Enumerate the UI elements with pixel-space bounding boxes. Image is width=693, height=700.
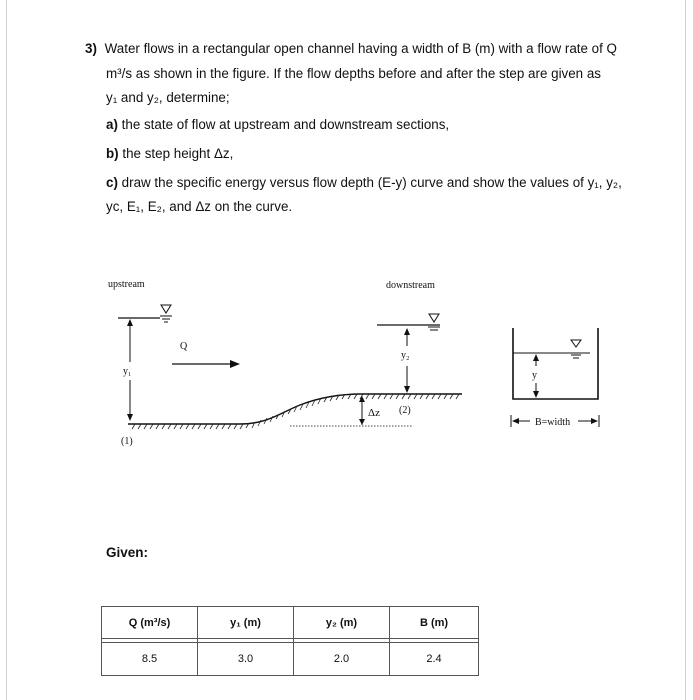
problem-text-line-1: Water flows in a rectangular open channel having a width of B (m) with a flow rate of Q: [104, 41, 617, 56]
value-y1: 3.0: [198, 643, 294, 676]
given-table-value-row: [102, 643, 479, 676]
header-y2: y₂ (m): [294, 607, 390, 639]
step-height-dimension: [359, 396, 365, 425]
cross-section-water-level-icon: [571, 340, 581, 358]
flow-arrow-icon: [172, 360, 240, 368]
problem-line-3: y₁ and y₂, determine;: [106, 90, 230, 105]
y-label: y: [532, 370, 537, 381]
channel-cross-section: [513, 328, 598, 399]
downstream-label: downstream: [386, 280, 435, 291]
flow-q-label: Q: [180, 341, 188, 352]
part-b-text: the step height Δz,: [122, 146, 234, 161]
given-table: [101, 606, 479, 676]
value-q: 8.5: [102, 643, 198, 676]
problem-text-line-2: as shown in the figure. If the flow depths before and after the step are given as: [132, 66, 601, 81]
y1-label: y₁: [123, 366, 132, 377]
given-table-header-row: [102, 607, 479, 639]
width-label: B=width: [535, 417, 571, 428]
upstream-water-level-icon: [160, 305, 172, 322]
header-b: B (m): [390, 607, 479, 639]
part-c-text-2: yc, E₁, E₂, and Δz on the curve.: [106, 199, 293, 214]
part-c-text: draw the specific energy versus flow depth (E-y) curve and show the values of y₁, y₂,: [121, 175, 622, 190]
section-2-label: (2): [399, 405, 411, 416]
downstream-water-level-icon: [428, 314, 440, 330]
part-c-label: c): [106, 175, 118, 190]
y2-label: y₂: [401, 350, 410, 361]
part-b-label: b): [106, 146, 119, 161]
header-y1: y₁ (m): [198, 607, 294, 639]
delta-z-label: Δz: [368, 407, 380, 419]
part-a-text: the state of flow at upstream and downstream sections,: [121, 117, 450, 132]
channel-bed: [128, 394, 462, 424]
given-title: Given:: [106, 545, 149, 560]
part-a-label: a): [106, 117, 118, 132]
upstream-label: upstream: [108, 279, 145, 290]
section-1-label: (1): [121, 436, 133, 447]
header-q: Q (m³/s): [102, 607, 198, 639]
value-b: 2.4: [390, 643, 479, 676]
value-y2: 2.0: [294, 643, 390, 676]
flow-unit: m³/s: [106, 66, 133, 81]
problem-number: 3): [85, 41, 97, 56]
